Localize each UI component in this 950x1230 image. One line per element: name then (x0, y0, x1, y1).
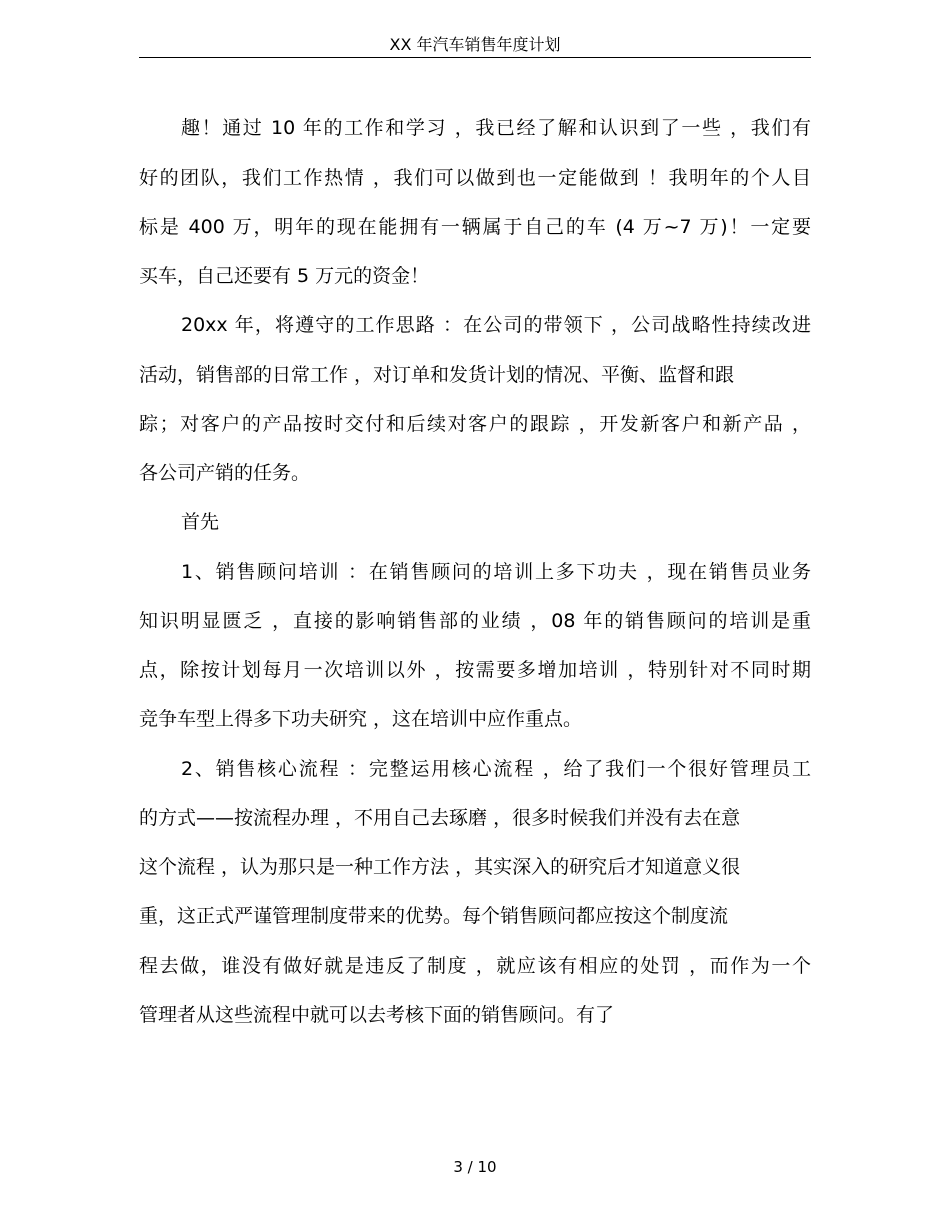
body-line: 2、销售核心流程 ：完整运用核心流程 ，给了我们一个很好管理员工 (181, 758, 811, 780)
body-line: 踪；对客户的产品按时交付和后续对客户的跟踪 ，开发新客户和新产品 ， (139, 413, 811, 435)
body-line: 点，除按计划每月一次培训以外 ，按需要多增加培训 ，特别针对不同时期 (139, 659, 811, 681)
body-line: 各公司产销的任务。 (139, 462, 311, 484)
body-line: 这个流程 ，认为那只是一种工作方法 ，其实深入的研究后才知道意义很 (139, 856, 741, 878)
body-line: 重，这正式严谨管理制度带来的优势。每个销售顾问都应按这个制度流 (139, 905, 729, 927)
body-line: 标是 400 万，明年的现在能拥有一辆属于自己的车 (4 万~7 万)！一定要 (139, 216, 811, 238)
body-line: 活动，销售部的日常工作 ，对订单和发货计划的情况、平衡、监督和跟 (139, 364, 735, 386)
body-line: 买车，自己还要有 5 万元的资金！ (139, 265, 430, 287)
body-line: 趣！通过 10 年的工作和学习 ，我已经了解和认识到了一些 ，我们有 (181, 117, 811, 139)
body-line: 知识明显匮乏 ，直接的影响销售部的业绩 ，08 年的销售顾问的培训是重 (139, 610, 811, 632)
body-line: 好的团队，我们工作热情 ，我们可以做到也一定能做到 ！我明年的个人目 (139, 167, 811, 189)
body-line: 1、销售顾问培训 ：在销售顾问的培训上多下功夫 ，现在销售员业务 (181, 561, 811, 583)
body-line: 的方式——按流程办理 ，不用自己去琢磨 ，很多时候我们并没有去在意 (139, 807, 741, 829)
page-number: 3 / 10 (453, 1158, 497, 1176)
body-line: 管理者从这些流程中就可以去考核下面的销售顾问。有了 (139, 1004, 615, 1026)
document-title: XX 年汽车销售年度计划 (389, 35, 561, 54)
header-divider (139, 57, 811, 58)
body-line: 程去做，谁没有做好就是违反了制度 ，就应该有相应的处罚 ，而作为一个 (139, 955, 811, 977)
body-line: 20xx 年，将遵守的工作思路 ：在公司的带领下 ，公司战略性持续改进 (181, 314, 811, 336)
section-heading: 首先 (181, 511, 220, 533)
body-line: 竞争车型上得多下功夫研究 ，这在培训中应作重点。 (139, 708, 583, 730)
